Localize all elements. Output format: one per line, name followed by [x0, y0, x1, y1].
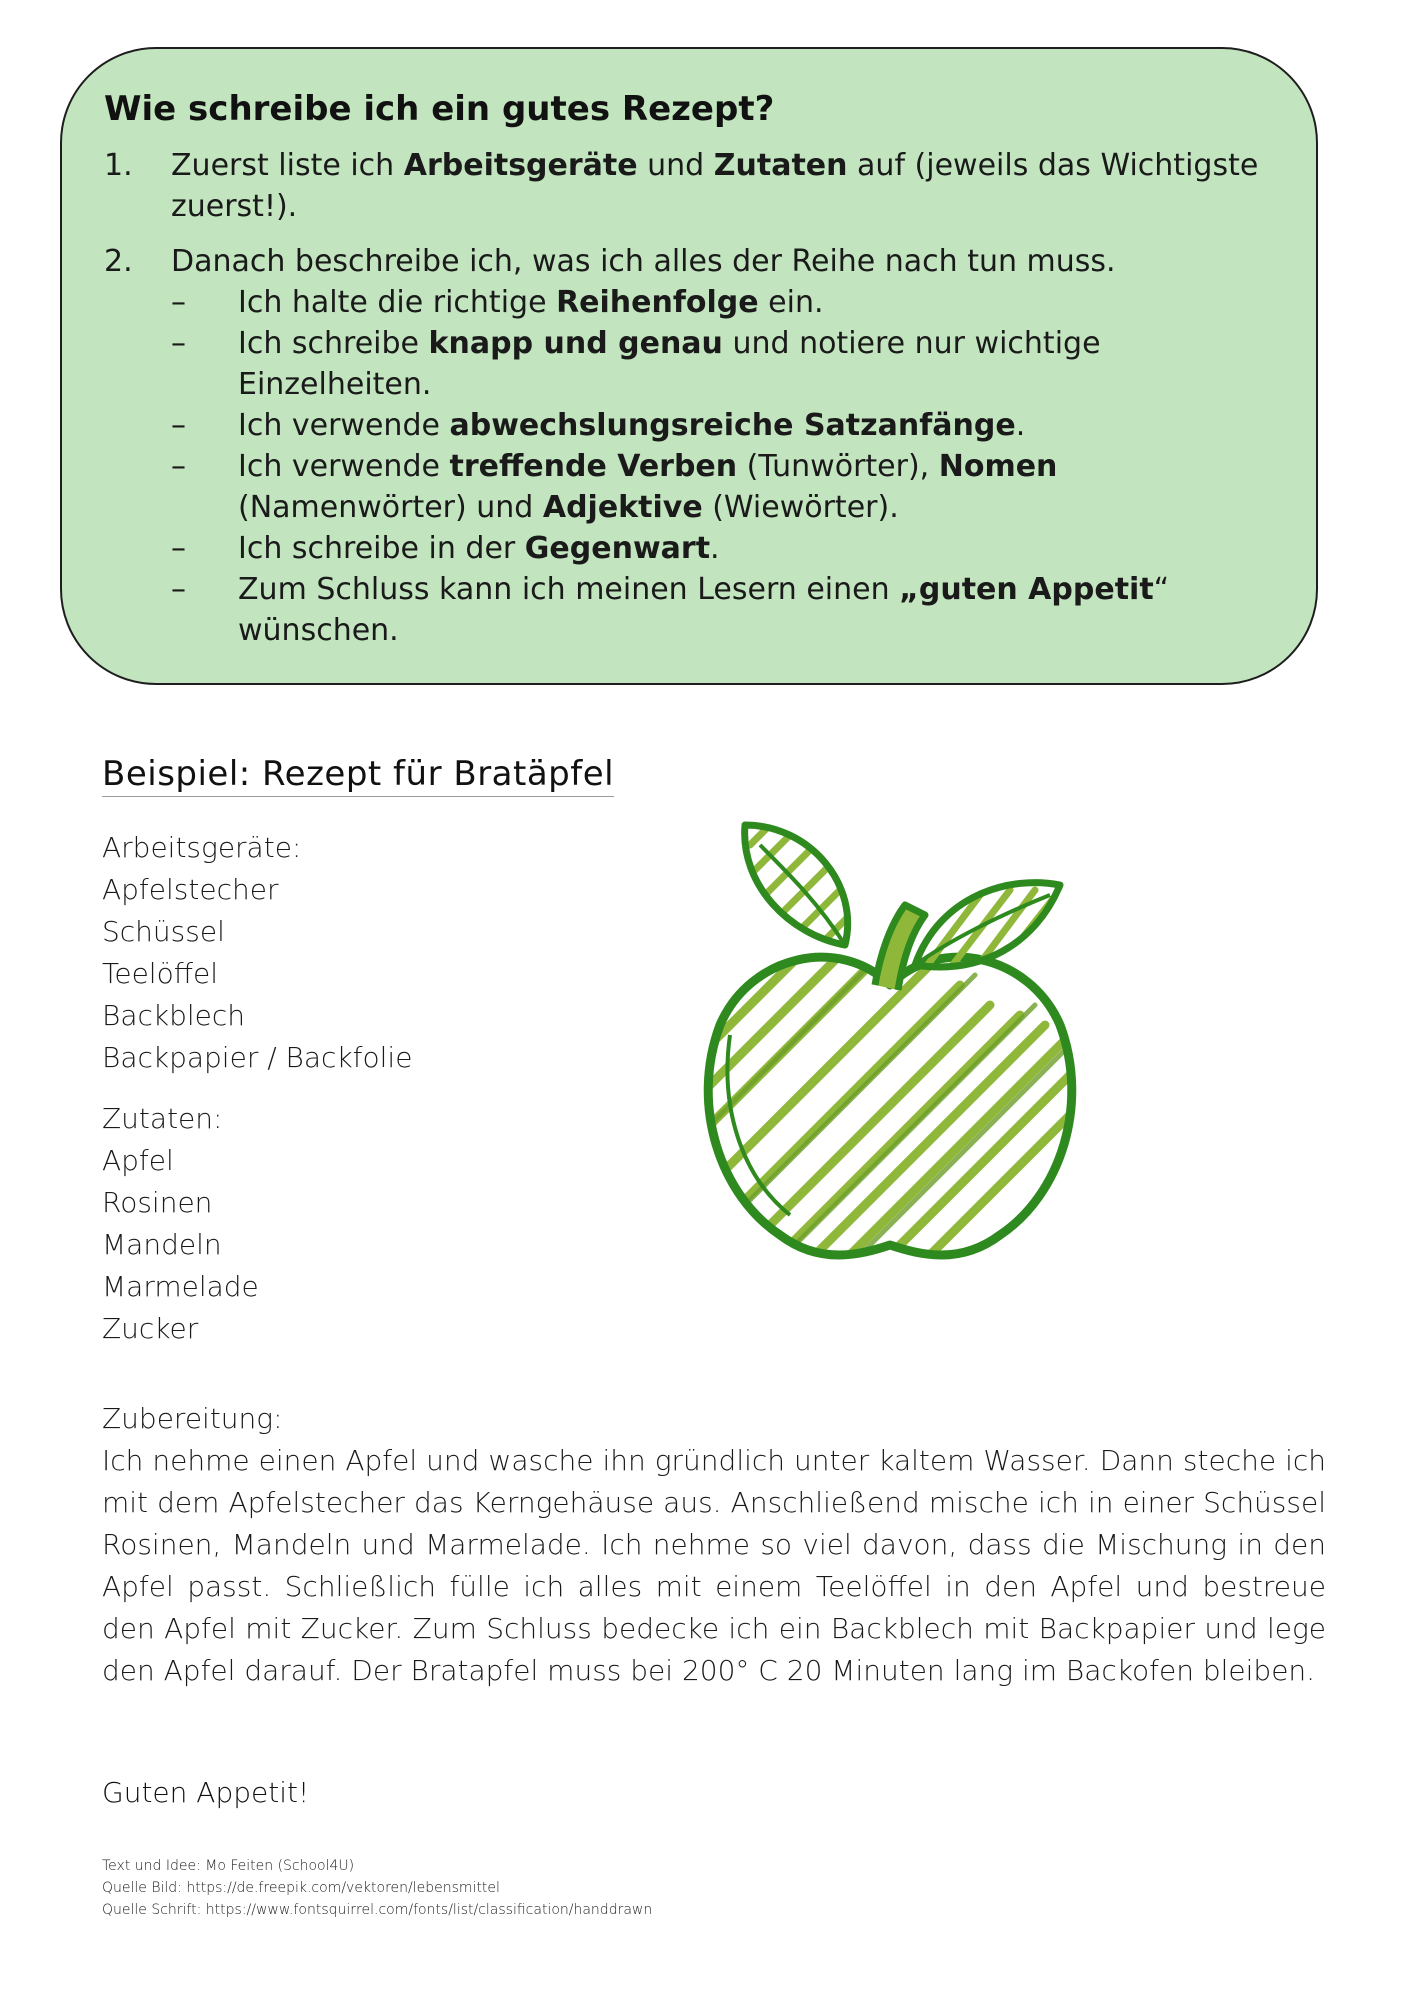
text-run: auf (jeweils das Wichtigste zuerst!). — [171, 148, 1259, 224]
list-item: Teelöffel — [102, 957, 219, 990]
preparation-text: Ich nehme einen Apfel und wasche ihn gründlich unter kaltem Wasser. Dann steche ich mit dem Apfelstecher das Kerngehäuse aus. Anschließend mische ich in einer Schüssel Rosinen, Mandeln und Marmelade. Ich nehme so viel davon, dass die Mischung in den Apfel passt. Schließlich fülle ich alles mit einem Teelöffel in den Apfel und bestreue den Apfel mit Zucker. Zum Schluss bedecke ich ein Backblech mit Backpapier und lege den Apfel darauf. Der Bratapfel muss bei 200° C 20 Minuten lang im Backofen bleiben. — [102, 1444, 1326, 1687]
text-run: Zuerst liste ich — [171, 148, 404, 183]
list-item — [171, 569, 1272, 651]
preparation-heading: Zubereitung: — [102, 1402, 283, 1435]
apple-illustration-icon — [690, 805, 1090, 1285]
credit-line: Quelle Schrift: https://www.fontsquirrel.com/fonts/list/classification/handdrawn — [102, 1902, 653, 1918]
bold-run: Zutaten — [713, 148, 848, 183]
text-run: “ wünschen. — [238, 572, 1170, 648]
recipe-title — [102, 752, 614, 796]
bold-run: abwechslungsreiche Satzanfänge — [449, 408, 1016, 443]
ingredients-heading: Zutaten: — [102, 1102, 223, 1135]
tips-box — [60, 47, 1318, 685]
bullet-text — [238, 405, 1272, 446]
text-run: und notiere nur wichtige Einzelheiten. — [238, 326, 1101, 402]
tips-title: Wie schreibe ich ein gutes Rezept? — [104, 89, 775, 129]
dash-marker: – — [171, 326, 186, 361]
bold-run: Reihenfolge — [556, 285, 759, 320]
text-run: und — [637, 148, 714, 183]
list-item — [171, 405, 1272, 446]
tools-heading: Arbeitsgeräte: — [102, 831, 302, 864]
closing-line: Guten Appetit! — [102, 1776, 310, 1809]
text-run: (Tunwörter), — [737, 449, 939, 484]
credit-line: Quelle Bild: https://de.freepik.com/vektoren/lebensmittel — [102, 1880, 500, 1896]
text-run: Ich verwende — [238, 449, 450, 484]
ingredients-list — [102, 1098, 259, 1350]
list-item — [171, 528, 1272, 569]
step-text — [171, 145, 1272, 227]
step-number: 1. — [104, 148, 133, 183]
bold-run: Arbeitsgeräte — [403, 148, 638, 183]
bold-run: Adjektive — [542, 490, 703, 525]
bold-run: Gegenwart — [524, 531, 711, 566]
dash-marker: – — [171, 449, 186, 484]
text-run: ein. — [758, 285, 824, 320]
list-item: Apfelstecher — [102, 873, 279, 906]
tools-list — [102, 827, 412, 1079]
text-run: . — [1015, 408, 1026, 443]
credit-line: Text und Idee: Mo Feiten (School4U) — [102, 1858, 355, 1874]
text-run: (Wiewörter). — [702, 490, 899, 525]
bold-run: „guten Appetit — [899, 572, 1154, 607]
step-text: Danach beschreibe ich, was ich alles der Reihe nach tun muss. — [171, 244, 1116, 279]
text-run: Ich schreibe in der — [238, 531, 525, 566]
bullet-text — [238, 446, 1272, 528]
step-number: 2. — [104, 244, 133, 279]
dash-marker: – — [171, 285, 186, 320]
list-item: Rosinen — [102, 1186, 213, 1219]
text-run: Ich verwende — [238, 408, 450, 443]
credits — [102, 1855, 652, 1921]
list-item — [171, 446, 1272, 528]
list-item: Marmelade — [102, 1270, 259, 1303]
bullet-text — [238, 282, 1272, 323]
bullet-text — [238, 528, 1272, 569]
bold-run: Nomen — [938, 449, 1058, 484]
text-run: (Namenwörter) und — [238, 490, 543, 525]
tip-step-1 — [104, 145, 1272, 227]
list-item — [171, 323, 1272, 405]
tip-bullet-list — [104, 282, 1272, 651]
text-run: Ich schreibe — [238, 326, 429, 361]
dash-marker: – — [171, 572, 186, 607]
tip-step-2 — [104, 241, 1272, 282]
list-item: Backpapier / Backfolie — [102, 1041, 413, 1074]
list-item: Apfel — [102, 1144, 174, 1177]
preparation-section — [102, 1398, 1326, 1692]
dash-marker: – — [171, 408, 186, 443]
text-run: Zum Schluss kann ich meinen Lesern einen — [238, 572, 900, 607]
bold-run: treffende Verben — [449, 449, 738, 484]
list-item: Zucker — [102, 1312, 199, 1345]
dash-marker: – — [171, 531, 186, 566]
text-run: Ich halte die richtige — [238, 285, 557, 320]
recipe-title-text: Beispiel: Rezept für Bratäpfel — [102, 754, 614, 797]
bullet-text — [238, 323, 1272, 405]
list-item: Schüssel — [102, 915, 225, 948]
text-run: . — [710, 531, 720, 566]
bullet-text — [238, 569, 1272, 651]
list-item: Mandeln — [102, 1228, 222, 1261]
list-item — [171, 282, 1272, 323]
list-item: Backblech — [102, 999, 246, 1032]
bold-run: knapp und genau — [428, 326, 723, 361]
